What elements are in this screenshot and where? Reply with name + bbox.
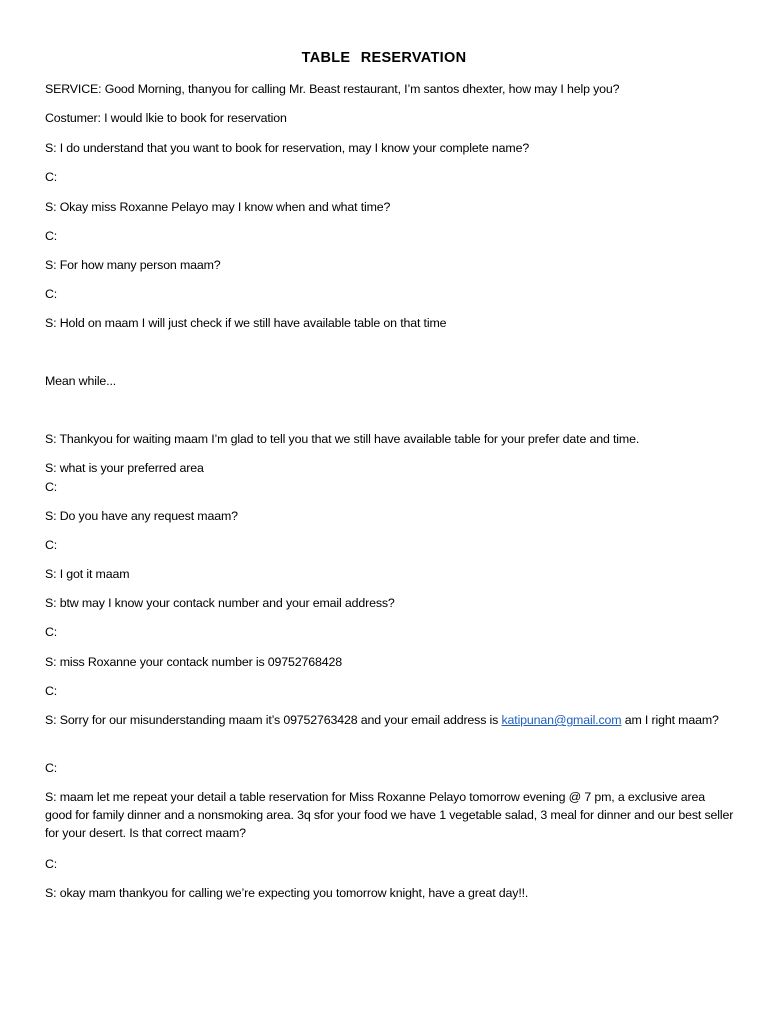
dialogue-line: C: [45,229,58,243]
dialogue-line: S: For how many person maam? [45,258,221,272]
dialogue-text: S: Sorry for our misunderstanding maam it’s 09752763428 and your email address is [45,713,502,727]
dialogue-line: S: Okay miss Roxanne Pelayo may I know when and what time? [45,200,391,214]
dialogue-line: C: [45,287,58,301]
dialogue-line: C: [45,170,58,184]
dialogue-line: S: okay mam thankyou for calling we’re expecting you tomorrow knight, have a great day!!. [45,886,529,900]
dialogue-line: S: Do you have any request maam? [45,509,238,523]
dialogue-line: C: [45,684,58,698]
dialogue-line: C: [45,538,58,552]
email-link[interactable]: katipunan@gmail.com [501,713,622,727]
dialogue-line: C: [45,480,58,494]
dialogue-line: S: what is your preferred area [45,461,204,475]
dialogue-paragraph [45,711,735,729]
dialogue-line: S: btw may I know your contack number and your email address? [45,596,395,610]
dialogue-line: S: I do understand that you want to book for reservation, may I know your complete name? [45,141,530,155]
dialogue-line: S: miss Roxanne your contack number is 09752768428 [45,655,342,669]
dialogue-line: S: Thankyou for waiting maam I’m glad to tell you that we still have available table for your prefer date and time. [45,432,640,446]
dialogue-line: SERVICE: Good Morning, thanyou for calling Mr. Beast restaurant, I’m santos dhexter, how may I help you? [45,82,620,96]
document-title: TABLE RESERVATION [301,50,467,66]
dialogue-line: Mean while... [45,374,117,388]
dialogue-paragraph: S: maam let me repeat your detail a table reservation for Miss Roxanne Pelayo tomorrow evening @ 7 pm, a exclusive area good for family dinner and a nonsmoking area. 3q sfor your food we have 1 vegetable salad, 3 meal for dinner and our best seller for your desert. Is that correct maam? [45,790,734,840]
dialogue-line: S: I got it maam [45,567,130,581]
dialogue-line: C: [45,761,58,775]
dialogue-line: C: [45,857,58,871]
dialogue-line: Costumer: I would lkie to book for reservation [45,111,287,125]
dialogue-line: C: [45,625,58,639]
dialogue-line: S: Hold on maam I will just check if we still have available table on that time [45,316,447,330]
dialogue-text: am I right maam? [621,713,719,727]
